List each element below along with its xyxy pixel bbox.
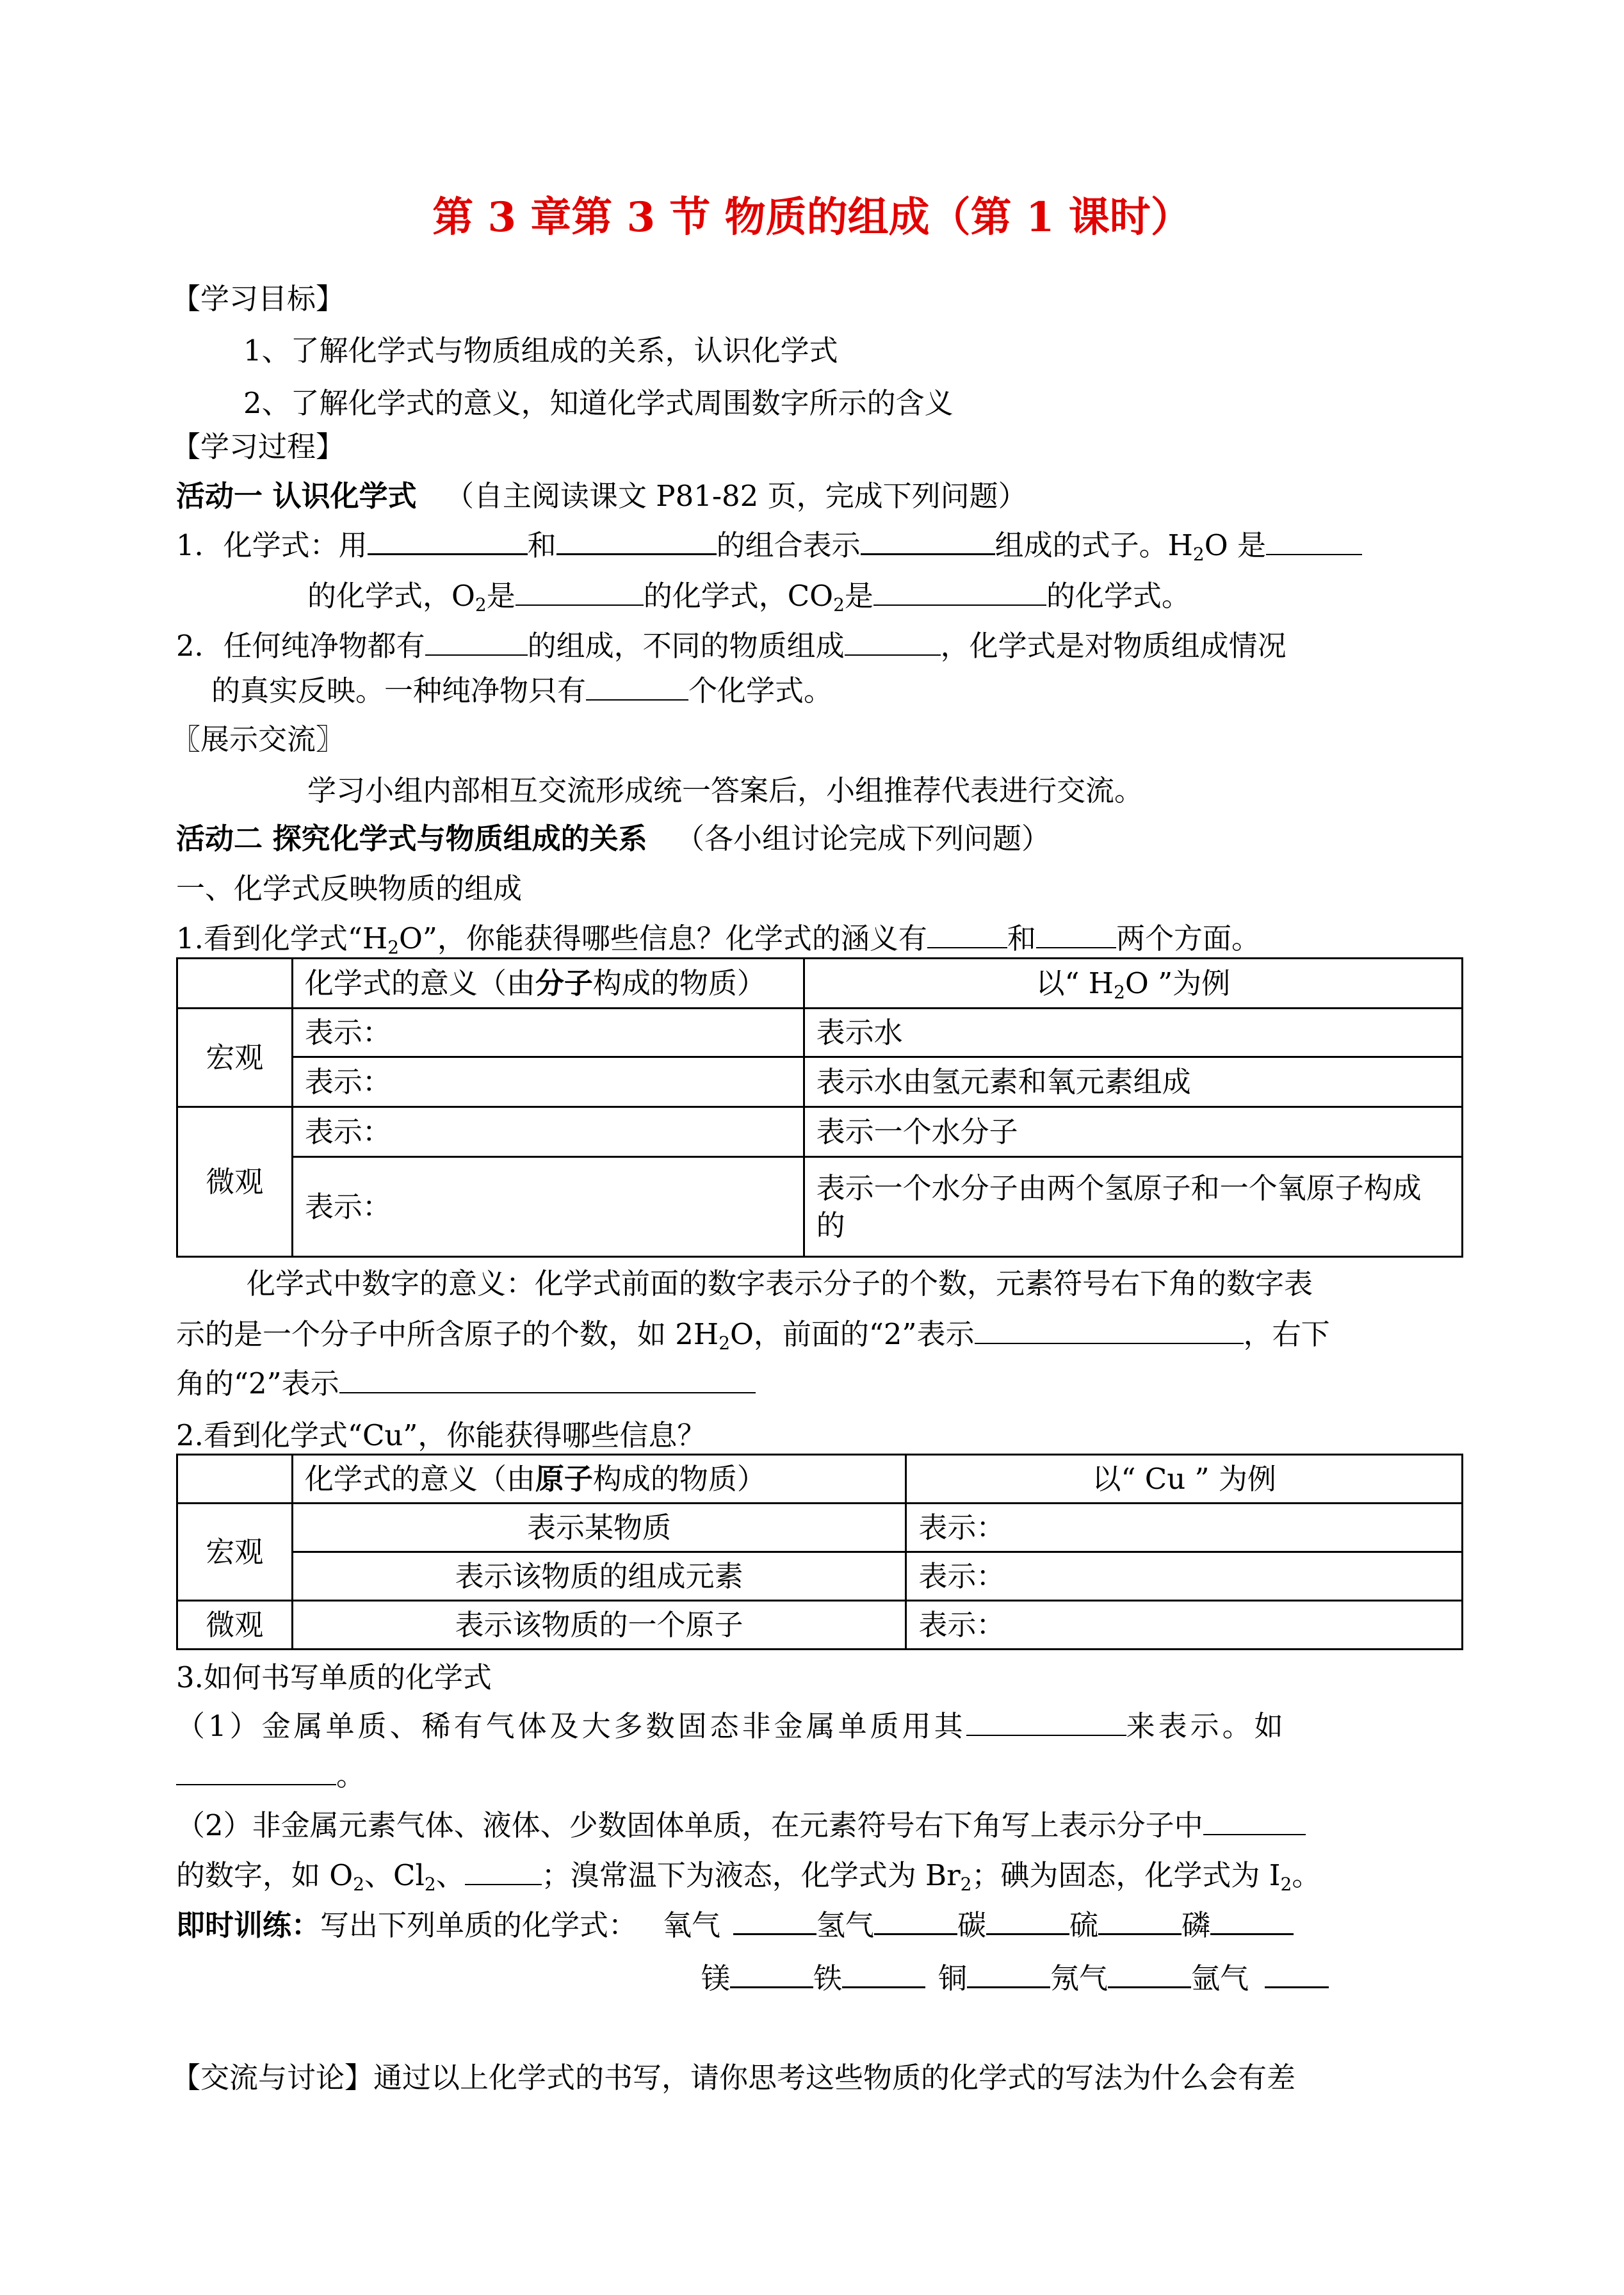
- practice-row-1: 即时训练：写出下列单质的化学式： 氧气 氢气 碳 硫 磷: [176, 1905, 1294, 1945]
- blank[interactable]: [966, 1707, 1126, 1736]
- part-3-item-1-line-2: 。: [176, 1756, 365, 1795]
- blank[interactable]: [733, 1905, 816, 1935]
- blank[interactable]: [1203, 1806, 1306, 1835]
- number-meaning-line-3: 角的“2”表示: [176, 1364, 756, 1403]
- number-meaning-line-1: 化学式中数字的意义：化学式前面的数字表示分子的个数，元素符号右下角的数字表: [247, 1267, 1313, 1301]
- blank[interactable]: [861, 525, 995, 555]
- learning-goals-header: 【学习目标】: [172, 282, 345, 316]
- goal-2: 2、了解化学式的意义，知道化学式周围数字所示的含义: [243, 386, 954, 420]
- discussion-line: 【交流与讨论】通过以上化学式的书写，请你思考这些物质的化学式的写法为什么会有差: [172, 2061, 1296, 2095]
- blank[interactable]: [874, 1905, 957, 1935]
- blank[interactable]: [556, 525, 717, 555]
- part-3-item-2-line-2: 的数字，如 $O_2$、$Cl_2$、 ；溴常温下为液态，化学式为 $Br_2$；碘为固态，化学式为 $I_2$。: [176, 1856, 1320, 1895]
- table-cell: 表示某物质: [292, 1504, 906, 1552]
- learning-process-header: 【学习过程】: [172, 430, 345, 464]
- practice-row-2: 镁 铁 铜 氖气 氩气: [701, 1958, 1329, 1998]
- blank[interactable]: [465, 1856, 542, 1885]
- table-header-meaning: 化学式的意义（由分子构成的物质）: [292, 959, 804, 1009]
- section-1-heading: 一、化学式反映物质的组成: [176, 872, 523, 905]
- table-cell: 表示该物质的组成元素: [292, 1552, 906, 1601]
- blank[interactable]: [1108, 1958, 1191, 1988]
- blank[interactable]: [425, 626, 528, 656]
- macro-label: 宏观: [177, 1504, 293, 1601]
- question-1-line-1: 1．化学式：用 和 的组合表示 组成的式子。$H_2O$ 是: [176, 525, 1362, 565]
- table-cell: 表示水由氢元素和氧元素组成: [804, 1057, 1462, 1107]
- blank[interactable]: [967, 1958, 1050, 1988]
- question-1-line-2: 的化学式，$O_2$是 的化学式，$CO_2$是 的化学式。: [307, 576, 1190, 615]
- part-3-heading: 3.如何书写单质的化学式: [176, 1660, 492, 1694]
- blank[interactable]: [842, 1958, 925, 1988]
- blank[interactable]: [176, 1756, 336, 1785]
- practice-label: 即时训练：: [176, 1908, 321, 1942]
- table-cell: 表示该物质的一个原子: [292, 1601, 906, 1650]
- page-title: 第 3 章第 3 节 物质的组成（第 1 课时）: [432, 193, 1192, 241]
- table-cell[interactable]: 表示：: [906, 1552, 1463, 1601]
- blank[interactable]: [845, 626, 941, 656]
- blank[interactable]: [339, 1364, 756, 1393]
- blank[interactable]: [1036, 919, 1116, 948]
- goal-1: 1、了解化学式与物质组成的关系，认识化学式: [243, 334, 838, 368]
- table-cell[interactable]: 表示：: [292, 1157, 804, 1257]
- part-1-question: 1.看到化学式“$H_2O$”，你能获得哪些信息？化学式的涵义有 和 两个方面。: [176, 919, 1260, 958]
- blank[interactable]: [1266, 526, 1362, 555]
- discussion-label: 【交流与讨论】: [172, 2061, 374, 2095]
- question-2-line-1: 2．任何纯净物都有 的组成，不同的物质组成 ，化学式是对物质组成情况: [176, 626, 1287, 665]
- table-cell: 表示水: [804, 1009, 1462, 1057]
- activity-1-title: 活动一 认识化学式: [176, 479, 417, 513]
- table-cell[interactable]: 表示：: [292, 1107, 804, 1157]
- activity-1-note: （自主阅读课文 P81-82 页，完成下列问题）: [444, 479, 1027, 513]
- part-2-question: 2.看到化学式“Cu”，你能获得哪些信息？: [176, 1418, 706, 1452]
- blank[interactable]: [873, 576, 1046, 606]
- blank[interactable]: [1098, 1905, 1181, 1935]
- show-exchange-text: 学习小组内部相互交流形成统一答案后，小组推荐代表进行交流。: [307, 774, 1144, 807]
- blank[interactable]: [586, 671, 688, 701]
- question-2-line-2: 的真实反映。一种纯净物只有 个化学式。: [211, 671, 832, 710]
- table-header-meaning: 化学式的意义（由原子构成的物质）: [292, 1455, 906, 1504]
- activity-2-title: 活动二 探究化学式与物质组成的关系: [176, 822, 647, 856]
- table-cell: 表示一个水分子: [804, 1107, 1462, 1157]
- micro-label: 微观: [177, 1107, 293, 1257]
- show-exchange-header: 〖展示交流〗: [172, 722, 345, 756]
- blank[interactable]: [516, 576, 644, 606]
- micro-label: 微观: [177, 1601, 293, 1650]
- blank[interactable]: [986, 1905, 1069, 1935]
- table-cell[interactable]: 表示：: [906, 1601, 1463, 1650]
- table-cell[interactable]: 表示：: [292, 1009, 804, 1057]
- activity-2-heading: [176, 820, 1050, 858]
- table-header-example: 以“ $H_2O$ ”为例: [804, 959, 1462, 1009]
- blank[interactable]: [975, 1315, 1244, 1344]
- blank[interactable]: [1265, 1958, 1329, 1988]
- macro-label: 宏观: [177, 1009, 293, 1107]
- blank[interactable]: [1210, 1905, 1294, 1935]
- blank[interactable]: [927, 919, 1007, 948]
- table-header-example: 以“ Cu ” 为例: [906, 1455, 1463, 1504]
- activity-1-heading: [176, 477, 1027, 515]
- blank[interactable]: [368, 525, 528, 555]
- part-3-item-2-line-1: （2）非金属元素气体、液体、少数固体单质，在元素符号右下角写上表示分子中: [176, 1806, 1306, 1845]
- blank[interactable]: [730, 1958, 813, 1988]
- table-cell: 表示一个水分子由两个氢原子和一个氧原子构成的: [804, 1157, 1462, 1257]
- part-3-item-1-line-1: （1）金属单质、稀有气体及大多数固态非金属单质用其 来表示。如: [176, 1707, 1287, 1746]
- copper-meaning-table: [176, 1454, 1463, 1650]
- activity-2-note: （各小组讨论完成下列问题）: [675, 822, 1050, 856]
- number-meaning-line-2: 示的是一个分子中所含原子的个数，如 $2H_2O$，前面的“2”表示 ，右下: [176, 1315, 1330, 1354]
- table-cell[interactable]: 表示：: [906, 1504, 1463, 1552]
- table-cell[interactable]: 表示：: [292, 1057, 804, 1107]
- water-meaning-table: [176, 957, 1463, 1258]
